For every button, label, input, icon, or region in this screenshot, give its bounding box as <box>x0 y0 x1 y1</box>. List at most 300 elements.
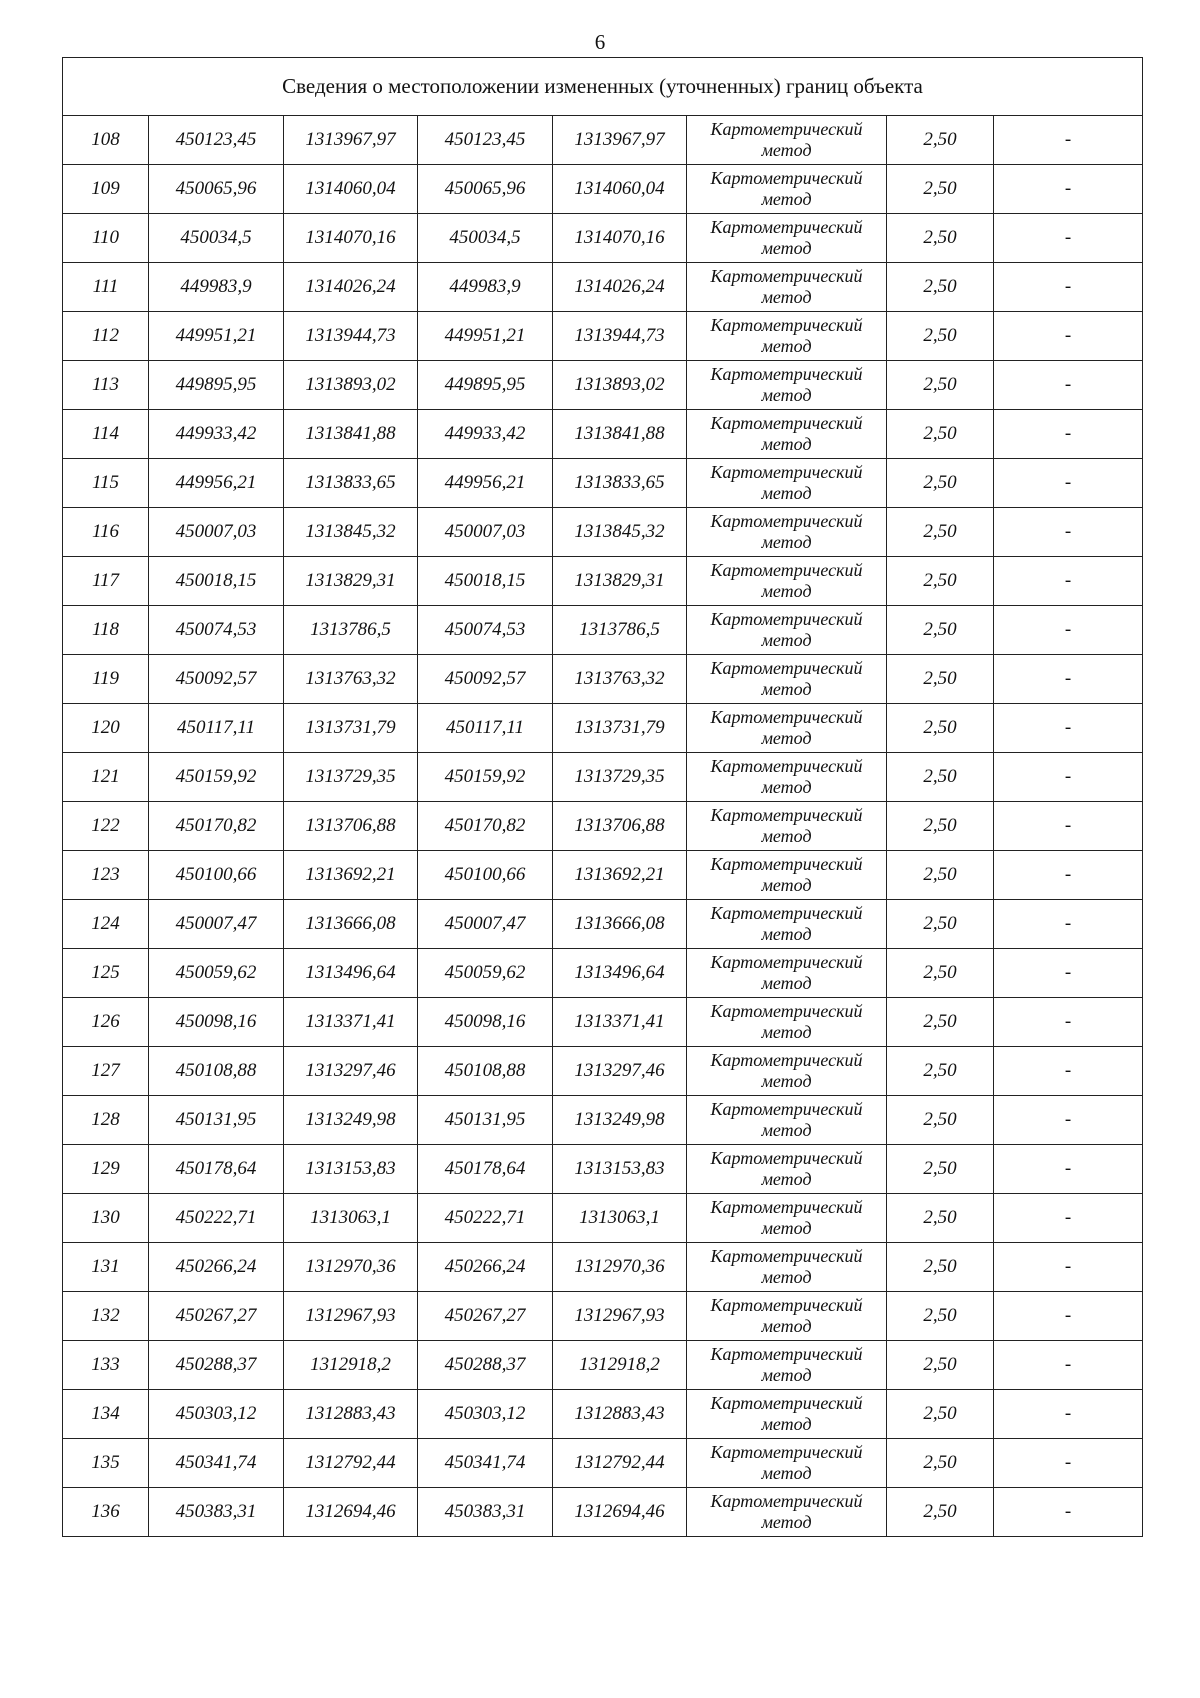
method-cell <box>687 410 887 459</box>
accuracy-cell: 2,50 <box>887 1096 994 1145</box>
method-line1: Картометрический <box>710 315 863 335</box>
table-row <box>63 1047 1143 1096</box>
method-cell <box>687 1096 887 1145</box>
y-new-cell: 1313967,97 <box>553 116 687 165</box>
table-row <box>63 1292 1143 1341</box>
method-line2: метод <box>761 973 812 993</box>
y-existing-cell: 1313153,83 <box>284 1145 418 1194</box>
table-row <box>63 1488 1143 1537</box>
point-number-cell: 109 <box>63 165 149 214</box>
accuracy-cell: 2,50 <box>887 214 994 263</box>
y-existing-cell: 1312967,93 <box>284 1292 418 1341</box>
point-number-cell: 114 <box>63 410 149 459</box>
method-line2: метод <box>761 1218 812 1238</box>
description-cell: - <box>994 214 1143 263</box>
table-row <box>63 116 1143 165</box>
x-new-cell: 450007,47 <box>418 900 553 949</box>
y-new-cell: 1313706,88 <box>553 802 687 851</box>
method-line1: Картометрический <box>710 217 863 237</box>
method-line1: Картометрический <box>710 1246 863 1266</box>
description-cell: - <box>994 1341 1143 1390</box>
x-existing-cell: 450007,03 <box>149 508 284 557</box>
x-existing-cell: 450018,15 <box>149 557 284 606</box>
point-number-cell: 111 <box>63 263 149 312</box>
x-new-cell: 450266,24 <box>418 1243 553 1292</box>
y-new-cell: 1314026,24 <box>553 263 687 312</box>
method-line1: Картометрический <box>710 707 863 727</box>
method-cell <box>687 459 887 508</box>
y-new-cell: 1313729,35 <box>553 753 687 802</box>
x-new-cell: 450092,57 <box>418 655 553 704</box>
y-existing-cell: 1313967,97 <box>284 116 418 165</box>
y-existing-cell: 1313496,64 <box>284 949 418 998</box>
method-line1: Картометрический <box>710 1001 863 1021</box>
accuracy-cell: 2,50 <box>887 1390 994 1439</box>
point-number-cell: 108 <box>63 116 149 165</box>
x-new-cell: 450074,53 <box>418 606 553 655</box>
table-row <box>63 753 1143 802</box>
description-cell: - <box>994 410 1143 459</box>
method-line1: Картометрический <box>710 1099 863 1119</box>
method-cell <box>687 1194 887 1243</box>
x-new-cell: 449983,9 <box>418 263 553 312</box>
method-line1: Картометрический <box>710 1050 863 1070</box>
method-line2: метод <box>761 238 812 258</box>
y-new-cell: 1313893,02 <box>553 361 687 410</box>
description-cell: - <box>994 1047 1143 1096</box>
table-row <box>63 900 1143 949</box>
method-line1: Картометрический <box>710 1148 863 1168</box>
table-row <box>63 1243 1143 1292</box>
description-cell: - <box>994 1390 1143 1439</box>
method-line1: Картометрический <box>710 1295 863 1315</box>
method-cell <box>687 1243 887 1292</box>
point-number-cell: 130 <box>63 1194 149 1243</box>
y-new-cell: 1313153,83 <box>553 1145 687 1194</box>
y-existing-cell: 1313944,73 <box>284 312 418 361</box>
description-cell: - <box>994 1243 1143 1292</box>
y-existing-cell: 1313063,1 <box>284 1194 418 1243</box>
y-existing-cell: 1313371,41 <box>284 998 418 1047</box>
method-line2: метод <box>761 826 812 846</box>
y-existing-cell: 1313763,32 <box>284 655 418 704</box>
y-existing-cell: 1313833,65 <box>284 459 418 508</box>
x-new-cell: 449933,42 <box>418 410 553 459</box>
x-existing-cell: 450007,47 <box>149 900 284 949</box>
accuracy-cell: 2,50 <box>887 1341 994 1390</box>
point-number-cell: 129 <box>63 1145 149 1194</box>
table-row <box>63 1096 1143 1145</box>
method-line2: метод <box>761 679 812 699</box>
method-line2: метод <box>761 581 812 601</box>
method-cell <box>687 949 887 998</box>
table-row <box>63 1145 1143 1194</box>
table-row <box>63 1390 1143 1439</box>
accuracy-cell: 2,50 <box>887 1194 994 1243</box>
table-row <box>63 802 1143 851</box>
x-new-cell: 449951,21 <box>418 312 553 361</box>
x-new-cell: 450303,12 <box>418 1390 553 1439</box>
x-existing-cell: 450098,16 <box>149 998 284 1047</box>
table-title: Сведения о местоположении измененных (уточненных) границ объекта <box>63 58 1143 116</box>
method-line2: метод <box>761 1120 812 1140</box>
method-line2: метод <box>761 140 812 160</box>
x-new-cell: 450178,64 <box>418 1145 553 1194</box>
x-new-cell: 450170,82 <box>418 802 553 851</box>
method-line1: Картометрический <box>710 609 863 629</box>
accuracy-cell: 2,50 <box>887 949 994 998</box>
x-new-cell: 450383,31 <box>418 1488 553 1537</box>
x-existing-cell: 450092,57 <box>149 655 284 704</box>
accuracy-cell: 2,50 <box>887 802 994 851</box>
method-line2: метод <box>761 1365 812 1385</box>
point-number-cell: 135 <box>63 1439 149 1488</box>
x-new-cell: 450100,66 <box>418 851 553 900</box>
y-new-cell: 1313371,41 <box>553 998 687 1047</box>
x-existing-cell: 450383,31 <box>149 1488 284 1537</box>
method-line2: метод <box>761 1512 812 1532</box>
y-new-cell: 1312918,2 <box>553 1341 687 1390</box>
point-number-cell: 115 <box>63 459 149 508</box>
table-row <box>63 1439 1143 1488</box>
y-existing-cell: 1313297,46 <box>284 1047 418 1096</box>
point-number-cell: 125 <box>63 949 149 998</box>
y-existing-cell: 1314026,24 <box>284 263 418 312</box>
y-new-cell: 1313763,32 <box>553 655 687 704</box>
y-new-cell: 1313692,21 <box>553 851 687 900</box>
method-line1: Картометрический <box>710 1442 863 1462</box>
x-existing-cell: 449956,21 <box>149 459 284 508</box>
accuracy-cell: 2,50 <box>887 1292 994 1341</box>
method-line1: Картометрический <box>710 119 863 139</box>
method-line2: метод <box>761 1071 812 1091</box>
table-row <box>63 214 1143 263</box>
accuracy-cell: 2,50 <box>887 1488 994 1537</box>
table-title-row <box>63 58 1143 116</box>
table-row <box>63 459 1143 508</box>
description-cell: - <box>994 1145 1143 1194</box>
x-new-cell: 450018,15 <box>418 557 553 606</box>
method-line2: метод <box>761 189 812 209</box>
description-cell: - <box>994 459 1143 508</box>
x-new-cell: 450007,03 <box>418 508 553 557</box>
x-existing-cell: 450178,64 <box>149 1145 284 1194</box>
y-existing-cell: 1313786,5 <box>284 606 418 655</box>
x-existing-cell: 449983,9 <box>149 263 284 312</box>
x-existing-cell: 450123,45 <box>149 116 284 165</box>
method-line2: метод <box>761 336 812 356</box>
point-number-cell: 126 <box>63 998 149 1047</box>
accuracy-cell: 2,50 <box>887 557 994 606</box>
y-new-cell: 1313845,32 <box>553 508 687 557</box>
method-line1: Картометрический <box>710 1491 863 1511</box>
method-line1: Картометрический <box>710 805 863 825</box>
description-cell: - <box>994 165 1143 214</box>
method-line2: метод <box>761 434 812 454</box>
method-line2: метод <box>761 532 812 552</box>
point-number-cell: 136 <box>63 1488 149 1537</box>
point-number-cell: 124 <box>63 900 149 949</box>
table-row <box>63 704 1143 753</box>
x-new-cell: 449956,21 <box>418 459 553 508</box>
method-cell <box>687 165 887 214</box>
point-number-cell: 118 <box>63 606 149 655</box>
method-line2: метод <box>761 875 812 895</box>
method-cell <box>687 361 887 410</box>
method-cell <box>687 1439 887 1488</box>
x-existing-cell: 450108,88 <box>149 1047 284 1096</box>
x-new-cell: 450159,92 <box>418 753 553 802</box>
y-existing-cell: 1313829,31 <box>284 557 418 606</box>
y-new-cell: 1313833,65 <box>553 459 687 508</box>
y-existing-cell: 1312883,43 <box>284 1390 418 1439</box>
y-new-cell: 1313786,5 <box>553 606 687 655</box>
method-line2: метод <box>761 483 812 503</box>
method-line2: метод <box>761 630 812 650</box>
y-existing-cell: 1314070,16 <box>284 214 418 263</box>
description-cell: - <box>994 312 1143 361</box>
x-existing-cell: 450034,5 <box>149 214 284 263</box>
y-existing-cell: 1313729,35 <box>284 753 418 802</box>
x-existing-cell: 450065,96 <box>149 165 284 214</box>
x-new-cell: 450131,95 <box>418 1096 553 1145</box>
table-row <box>63 1341 1143 1390</box>
description-cell: - <box>994 949 1143 998</box>
x-existing-cell: 450159,92 <box>149 753 284 802</box>
y-new-cell: 1313841,88 <box>553 410 687 459</box>
x-existing-cell: 449951,21 <box>149 312 284 361</box>
y-existing-cell: 1313845,32 <box>284 508 418 557</box>
y-new-cell: 1313944,73 <box>553 312 687 361</box>
x-new-cell: 450034,5 <box>418 214 553 263</box>
point-number-cell: 128 <box>63 1096 149 1145</box>
x-existing-cell: 450059,62 <box>149 949 284 998</box>
y-existing-cell: 1312792,44 <box>284 1439 418 1488</box>
accuracy-cell: 2,50 <box>887 900 994 949</box>
accuracy-cell: 2,50 <box>887 1047 994 1096</box>
description-cell: - <box>994 361 1143 410</box>
method-line1: Картометрический <box>710 511 863 531</box>
x-new-cell: 450108,88 <box>418 1047 553 1096</box>
x-existing-cell: 449933,42 <box>149 410 284 459</box>
y-new-cell: 1313666,08 <box>553 900 687 949</box>
x-existing-cell: 450100,66 <box>149 851 284 900</box>
method-cell <box>687 312 887 361</box>
description-cell: - <box>994 1096 1143 1145</box>
table-row <box>63 655 1143 704</box>
y-new-cell: 1313297,46 <box>553 1047 687 1096</box>
y-new-cell: 1312694,46 <box>553 1488 687 1537</box>
description-cell: - <box>994 557 1143 606</box>
table-row <box>63 361 1143 410</box>
method-cell <box>687 655 887 704</box>
method-cell <box>687 998 887 1047</box>
y-existing-cell: 1313893,02 <box>284 361 418 410</box>
point-number-cell: 120 <box>63 704 149 753</box>
x-existing-cell: 449895,95 <box>149 361 284 410</box>
point-number-cell: 116 <box>63 508 149 557</box>
x-new-cell: 450059,62 <box>418 949 553 998</box>
x-new-cell: 450288,37 <box>418 1341 553 1390</box>
table-row <box>63 557 1143 606</box>
method-cell <box>687 900 887 949</box>
accuracy-cell: 2,50 <box>887 851 994 900</box>
accuracy-cell: 2,50 <box>887 998 994 1047</box>
y-new-cell: 1312970,36 <box>553 1243 687 1292</box>
accuracy-cell: 2,50 <box>887 1145 994 1194</box>
method-cell <box>687 557 887 606</box>
method-line1: Картометрический <box>710 952 863 972</box>
method-cell <box>687 508 887 557</box>
point-number-cell: 127 <box>63 1047 149 1096</box>
x-existing-cell: 450341,74 <box>149 1439 284 1488</box>
method-line1: Картометрический <box>710 168 863 188</box>
accuracy-cell: 2,50 <box>887 410 994 459</box>
method-cell <box>687 263 887 312</box>
accuracy-cell: 2,50 <box>887 606 994 655</box>
method-cell <box>687 1292 887 1341</box>
method-line1: Картометрический <box>710 266 863 286</box>
method-cell <box>687 116 887 165</box>
description-cell: - <box>994 1488 1143 1537</box>
method-cell <box>687 1488 887 1537</box>
method-line1: Картометрический <box>710 560 863 580</box>
x-new-cell: 450098,16 <box>418 998 553 1047</box>
table-row <box>63 410 1143 459</box>
x-new-cell: 450123,45 <box>418 116 553 165</box>
y-new-cell: 1312967,93 <box>553 1292 687 1341</box>
table-row <box>63 1194 1143 1243</box>
description-cell: - <box>994 753 1143 802</box>
method-line1: Картометрический <box>710 854 863 874</box>
point-number-cell: 113 <box>63 361 149 410</box>
point-number-cell: 132 <box>63 1292 149 1341</box>
description-cell: - <box>994 1292 1143 1341</box>
y-existing-cell: 1313731,79 <box>284 704 418 753</box>
method-line2: метод <box>761 385 812 405</box>
y-new-cell: 1314060,04 <box>553 165 687 214</box>
y-existing-cell: 1312918,2 <box>284 1341 418 1390</box>
accuracy-cell: 2,50 <box>887 508 994 557</box>
accuracy-cell: 2,50 <box>887 753 994 802</box>
accuracy-cell: 2,50 <box>887 263 994 312</box>
point-number-cell: 133 <box>63 1341 149 1390</box>
x-existing-cell: 450170,82 <box>149 802 284 851</box>
method-line2: метод <box>761 287 812 307</box>
description-cell: - <box>994 1194 1143 1243</box>
table-row <box>63 508 1143 557</box>
y-existing-cell: 1313666,08 <box>284 900 418 949</box>
description-cell: - <box>994 704 1143 753</box>
accuracy-cell: 2,50 <box>887 704 994 753</box>
description-cell: - <box>994 116 1143 165</box>
description-cell: - <box>994 802 1143 851</box>
x-existing-cell: 450267,27 <box>149 1292 284 1341</box>
method-line2: метод <box>761 1169 812 1189</box>
y-existing-cell: 1313692,21 <box>284 851 418 900</box>
point-number-cell: 119 <box>63 655 149 704</box>
method-line1: Картометрический <box>710 1344 863 1364</box>
method-line2: метод <box>761 1316 812 1336</box>
method-line1: Картометрический <box>710 756 863 776</box>
x-new-cell: 450222,71 <box>418 1194 553 1243</box>
x-existing-cell: 450288,37 <box>149 1341 284 1390</box>
y-new-cell: 1312883,43 <box>553 1390 687 1439</box>
boundary-coordinates-table <box>62 57 1143 1537</box>
method-cell <box>687 214 887 263</box>
table-row <box>63 263 1143 312</box>
description-cell: - <box>994 655 1143 704</box>
y-new-cell: 1313063,1 <box>553 1194 687 1243</box>
y-new-cell: 1312792,44 <box>553 1439 687 1488</box>
x-existing-cell: 450131,95 <box>149 1096 284 1145</box>
method-line2: метод <box>761 777 812 797</box>
description-cell: - <box>994 900 1143 949</box>
y-existing-cell: 1313841,88 <box>284 410 418 459</box>
table-row <box>63 998 1143 1047</box>
description-cell: - <box>994 851 1143 900</box>
x-new-cell: 450117,11 <box>418 704 553 753</box>
description-cell: - <box>994 998 1143 1047</box>
y-new-cell: 1313496,64 <box>553 949 687 998</box>
page-number: 6 <box>594 30 606 54</box>
table-row <box>63 606 1143 655</box>
y-new-cell: 1314070,16 <box>553 214 687 263</box>
x-new-cell: 449895,95 <box>418 361 553 410</box>
accuracy-cell: 2,50 <box>887 1439 994 1488</box>
method-line2: метод <box>761 1463 812 1483</box>
description-cell: - <box>994 606 1143 655</box>
point-number-cell: 110 <box>63 214 149 263</box>
method-cell <box>687 851 887 900</box>
method-cell <box>687 606 887 655</box>
method-line1: Картометрический <box>710 658 863 678</box>
point-number-cell: 134 <box>63 1390 149 1439</box>
y-existing-cell: 1312970,36 <box>284 1243 418 1292</box>
y-new-cell: 1313829,31 <box>553 557 687 606</box>
y-existing-cell: 1313249,98 <box>284 1096 418 1145</box>
method-line2: метод <box>761 1267 812 1287</box>
description-cell: - <box>994 1439 1143 1488</box>
method-line2: метод <box>761 924 812 944</box>
method-cell <box>687 802 887 851</box>
x-existing-cell: 450117,11 <box>149 704 284 753</box>
x-existing-cell: 450266,24 <box>149 1243 284 1292</box>
x-new-cell: 450065,96 <box>418 165 553 214</box>
table-row <box>63 949 1143 998</box>
point-number-cell: 117 <box>63 557 149 606</box>
accuracy-cell: 2,50 <box>887 312 994 361</box>
method-line1: Картометрический <box>710 1393 863 1413</box>
method-cell <box>687 704 887 753</box>
accuracy-cell: 2,50 <box>887 655 994 704</box>
table-row <box>63 851 1143 900</box>
x-new-cell: 450341,74 <box>418 1439 553 1488</box>
point-number-cell: 112 <box>63 312 149 361</box>
point-number-cell: 121 <box>63 753 149 802</box>
x-new-cell: 450267,27 <box>418 1292 553 1341</box>
x-existing-cell: 450074,53 <box>149 606 284 655</box>
y-existing-cell: 1314060,04 <box>284 165 418 214</box>
description-cell: - <box>994 263 1143 312</box>
method-line2: метод <box>761 1414 812 1434</box>
method-line1: Картометрический <box>710 462 863 482</box>
description-cell: - <box>994 508 1143 557</box>
accuracy-cell: 2,50 <box>887 165 994 214</box>
method-line1: Картометрический <box>710 1197 863 1217</box>
y-existing-cell: 1312694,46 <box>284 1488 418 1537</box>
table-row <box>63 165 1143 214</box>
